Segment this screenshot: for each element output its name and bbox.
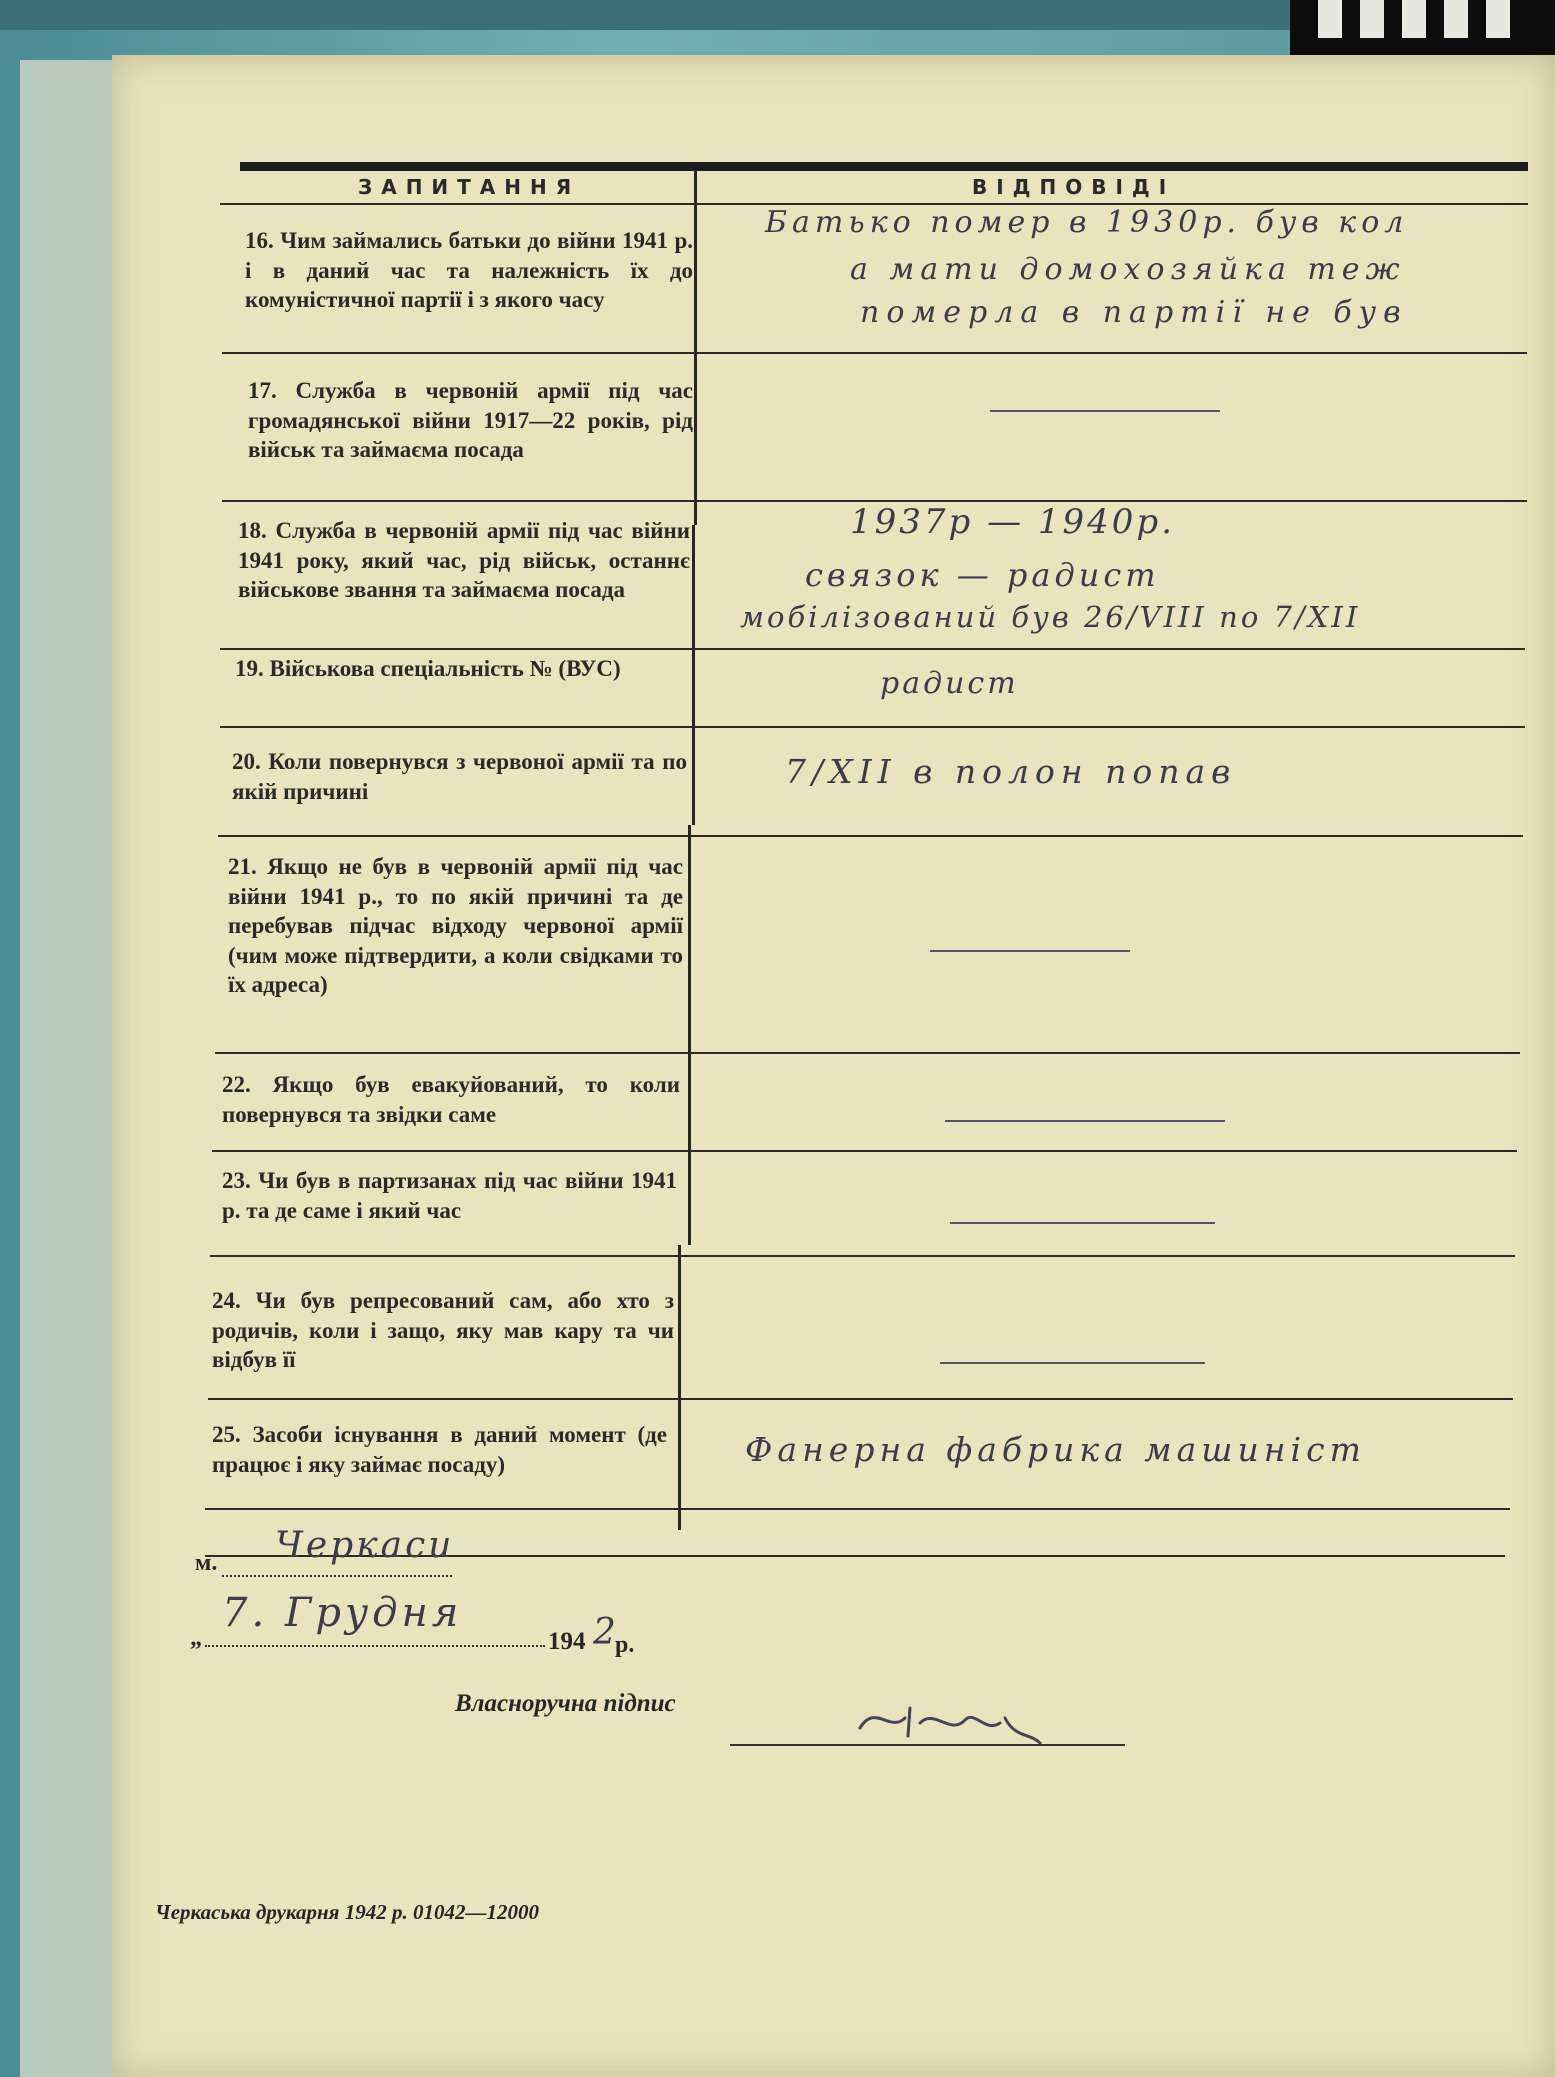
question-number: 23. xyxy=(222,1168,251,1193)
year-printed: 194 xyxy=(548,1628,586,1655)
printer-imprint: Черкаська друкарня 1942 р. 01042—12000 xyxy=(155,1900,539,1924)
question-text: Якщо не був в червоній армії під час війни 1941 р., то по якій причині та де перебував підчас відходу червоної армії (чим може підтвердити, а коли свідками то їх адреса) xyxy=(228,854,684,997)
question-number: 17. xyxy=(248,378,277,403)
question-21 xyxy=(228,852,683,1000)
question-text: Чи був в партизанах під час війни 1941 р. та де саме і який час xyxy=(222,1168,678,1223)
date-line xyxy=(205,1645,545,1647)
question-text: Чи був репресований сам, або хто з родичів, коли і защо, яку мав кару та чи відбув її xyxy=(212,1288,675,1372)
question-18 xyxy=(238,516,690,605)
question-19 xyxy=(235,654,645,684)
signature-mark xyxy=(850,1688,1050,1758)
row-divider xyxy=(222,352,1527,354)
blank-answer-23 xyxy=(950,1222,1215,1224)
row-divider xyxy=(215,1052,1520,1054)
question-22 xyxy=(222,1070,680,1129)
column-separator xyxy=(692,525,695,825)
question-text: Чим займались батьки до війни 1941 р. і в даний час та належність їх до комуністичної партії і з якого часу xyxy=(245,228,693,312)
answer-18-line1: 1937р — 1940р. xyxy=(850,502,1176,542)
question-text: Засоби існування в даний момент (де працює і яку займає посаду) xyxy=(212,1422,668,1477)
answer-18-line3: мобілізований був 26/VIII по 7/XII xyxy=(740,600,1361,634)
answer-16-line2: а мати домохозяйка теж xyxy=(850,252,1406,287)
question-number: 22. xyxy=(222,1072,251,1097)
row-divider xyxy=(210,1255,1515,1257)
question-text: Служба в червоній армії під час громадянської війни 1917—22 років, рід військ та займаєма посада xyxy=(248,378,693,462)
question-24 xyxy=(212,1286,674,1375)
blank-answer-24 xyxy=(940,1362,1205,1364)
answer-18-line2: связок — радист xyxy=(805,556,1160,594)
blank-answer-22 xyxy=(945,1120,1225,1122)
column-separator xyxy=(694,170,697,525)
question-25 xyxy=(212,1420,667,1479)
row-divider xyxy=(208,1398,1513,1400)
questions-header: ЗАПИТАННЯ xyxy=(358,175,581,199)
question-number: 25. xyxy=(212,1422,241,1447)
city-line xyxy=(222,1575,452,1577)
year-suffix: р. xyxy=(615,1632,635,1658)
question-number: 19. xyxy=(235,656,264,681)
answer-16-line1: Батько помер в 1930р. був кол xyxy=(765,205,1409,240)
answer-25: Фанерна фабрика машиніст xyxy=(745,1430,1366,1469)
city-label: м. xyxy=(195,1550,218,1576)
row-divider xyxy=(218,835,1523,837)
date-prefix: „ xyxy=(190,1625,202,1651)
date-day: 7. Грудня xyxy=(222,1590,463,1636)
year-handwritten: 2 xyxy=(593,1612,619,1653)
question-text: Служба в червоній армії під час війни 1941 року, який час, рід військ, останнє військове звання та займаєма посада xyxy=(238,518,690,602)
question-17 xyxy=(248,376,693,465)
row-divider xyxy=(220,726,1525,728)
answer-19: радист xyxy=(880,666,1019,701)
question-text: Військова спеціальність № (ВУС) xyxy=(269,656,621,681)
city-value: Черкаси xyxy=(275,1525,455,1566)
question-16 xyxy=(245,226,693,315)
row-divider xyxy=(220,648,1525,650)
answer-16-line3: померла в партії не був xyxy=(860,295,1408,330)
dark-corner xyxy=(1290,0,1555,60)
column-separator xyxy=(688,825,691,1245)
question-20 xyxy=(232,747,687,806)
row-divider xyxy=(205,1508,1510,1510)
question-number: 16. xyxy=(245,228,274,253)
question-number: 21. xyxy=(228,854,257,879)
question-text: Якщо був евакуйований, то коли повернувся та звідки саме xyxy=(222,1072,680,1127)
header-rule xyxy=(240,162,1528,171)
column-separator xyxy=(678,1245,681,1530)
answer-20: 7/XII в полон попав xyxy=(785,752,1237,791)
answers-header: ВІДПОВІДІ xyxy=(972,175,1176,199)
blank-answer-17 xyxy=(990,410,1220,412)
signature-label: Власноручна підпис xyxy=(455,1690,676,1717)
question-number: 18. xyxy=(238,518,267,543)
question-number: 24. xyxy=(212,1288,241,1313)
question-23 xyxy=(222,1166,677,1225)
question-number: 20. xyxy=(232,749,261,774)
row-divider xyxy=(212,1150,1517,1152)
blank-answer-21 xyxy=(930,950,1130,952)
question-text: Коли повернувся з червоної армії та по якій причині xyxy=(232,749,688,804)
form-page xyxy=(112,55,1555,2077)
